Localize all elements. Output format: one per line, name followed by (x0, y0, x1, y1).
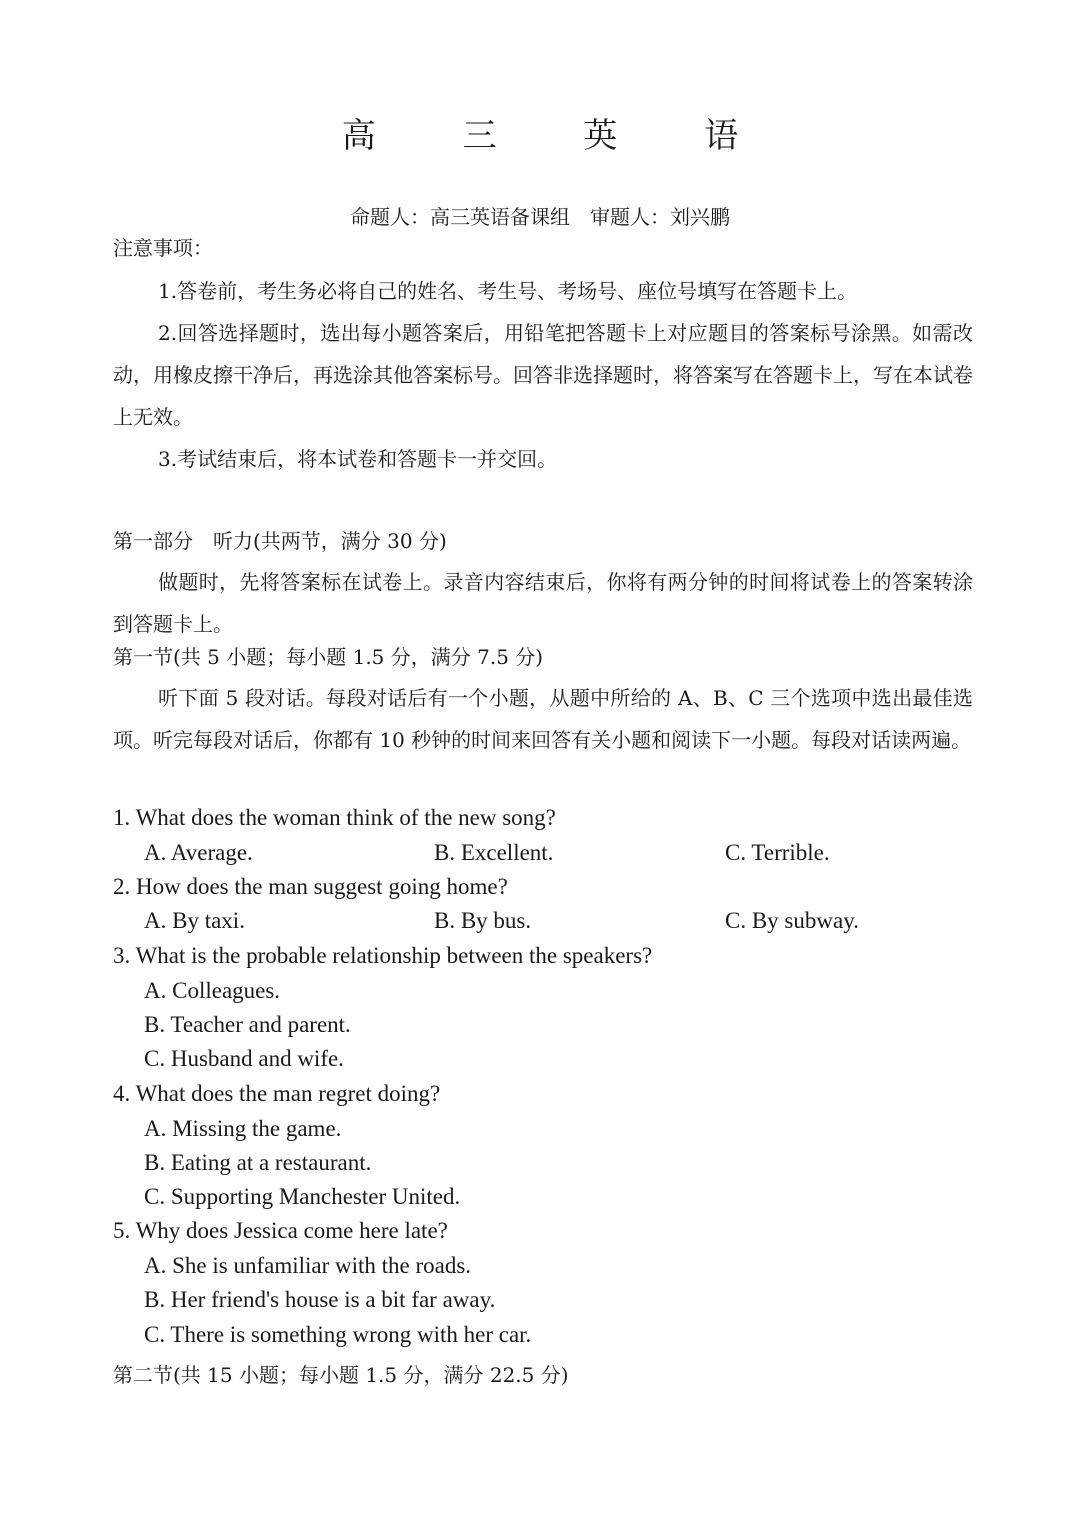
question-3-option-b: B. Teacher and parent. (144, 1012, 351, 1037)
part1-heading: 第一部分 听力(共两节，满分 30 分) (113, 529, 447, 553)
notice-item-1: 1.答卷前，考生务必将自己的姓名、考生号、考场号、座位号填写在答题卡上。 (158, 279, 858, 303)
question-3-option-a: A. Colleagues. (144, 978, 281, 1003)
question-4-option-b: B. Eating at a restaurant. (144, 1150, 372, 1175)
question-4-stem: 4. What does the man regret doing? (113, 1081, 441, 1106)
question-1-option-b: B. Excellent. (434, 840, 554, 865)
part1-instruction: 做题时，先将答案标在试卷上。录音内容结束后，你将有两分钟的时间将试卷上的答案转涂到答题卡上。 (113, 570, 973, 636)
question-3-option-c: C. Husband and wife. (144, 1046, 344, 1071)
question-5-option-b: B. Her friend's house is a bit far away. (144, 1287, 496, 1312)
section1-instruction: 听下面 5 段对话。每段对话后有一个小题，从题中所给的 A、B、C 三个选项中选出最佳选项。听完每段对话后，你都有 10 秒钟的时间来回答有关小题和阅读下一小题。每段对话读两遍。 (113, 686, 973, 752)
question-1-option-c: C. Terrible. (725, 840, 830, 865)
question-2-option-b: B. By bus. (434, 908, 532, 933)
question-4-option-a: A. Missing the game. (144, 1116, 342, 1141)
question-2-stem: 2. How does the man suggest going home? (113, 874, 508, 899)
notice-item-2: 2.回答选择题时，选出每小题答案后，用铅笔把答题卡上对应题目的答案标号涂黑。如需改动，用橡皮擦干净后，再选涂其他答案标号。回答非选择题时，将答案写在答题卡上，写在本试卷上无效。 (113, 321, 973, 429)
question-1-stem: 1. What does the woman think of the new song? (113, 805, 556, 830)
question-5-stem: 5. Why does Jessica come here late? (113, 1218, 448, 1243)
notice-heading: 注意事项： (113, 236, 213, 260)
page-title: 高 三 英 语 (341, 116, 777, 156)
question-3-stem: 3. What is the probable relationship between the speakers? (113, 943, 653, 968)
question-1-option-a: A. Average. (144, 840, 253, 865)
question-5-option-a: A. She is unfamiliar with the roads. (144, 1253, 472, 1278)
question-4-option-c: C. Supporting Manchester United. (144, 1184, 461, 1209)
section2-heading: 第二节(共 15 小题；每小题 1.5 分，满分 22.5 分) (113, 1363, 569, 1387)
notice-item-3: 3.考试结束后，将本试卷和答题卡一并交回。 (158, 447, 558, 471)
question-5-option-c: C. There is something wrong with her car. (144, 1322, 532, 1347)
question-2-option-c: C. By subway. (725, 908, 859, 933)
author-line: 命题人：高三英语备课组 审题人：刘兴鹏 (350, 205, 730, 229)
question-2-option-a: A. By taxi. (144, 908, 245, 933)
section1-heading: 第一节(共 5 小题；每小题 1.5 分，满分 7.5 分) (113, 645, 544, 669)
